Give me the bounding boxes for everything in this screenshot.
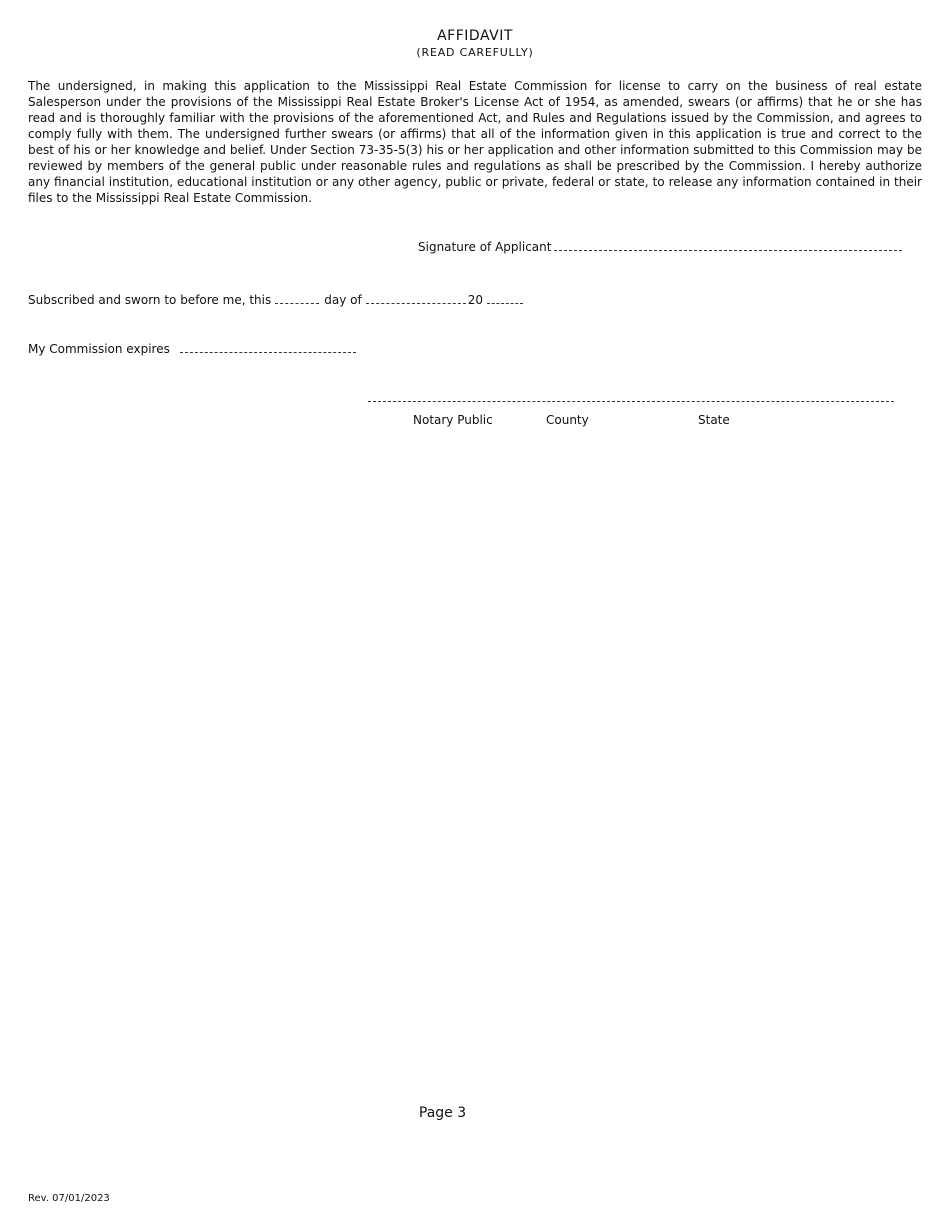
signature-blank[interactable] (554, 239, 902, 251)
signature-label: Signature of Applicant (418, 240, 552, 254)
page-number: Page 3 (418, 1105, 467, 1121)
sworn-month-blank[interactable] (366, 292, 466, 304)
sworn-year-blank[interactable] (487, 292, 523, 304)
sworn-year-prefix: 20 (467, 293, 483, 307)
notary-public-label: Notary Public (413, 413, 493, 427)
affidavit-subtitle: (READ CAREFULLY) (416, 46, 534, 59)
sworn-prefix: Subscribed and sworn to before me, this (28, 293, 272, 307)
state-label: State (698, 413, 730, 427)
sworn-row (28, 292, 523, 308)
revision-date: Rev. 07/01/2023 (28, 1193, 110, 1204)
affidavit-title: AFFIDAVIT (437, 28, 513, 44)
notary-signature-line[interactable] (368, 400, 894, 402)
commission-row (28, 341, 356, 357)
county-label: County (546, 413, 589, 427)
signature-row (418, 239, 902, 255)
sworn-day-label: day of (324, 293, 362, 307)
commission-expires-blank[interactable] (180, 341, 356, 353)
affidavit-body: The undersigned, in making this application to the Mississippi Real Estate Commission for license to carry on the business of real estate Salesperson under the provisions of the Mississippi Real Estate Broker's License Act of 1954, as amended, swears (or affirms) that he or she has read and is thoroughly familiar with the provisions of the aforementioned Act, and Rules and Regulations issued by the Commission, and agrees to comply fully with them. The undersigned further swears (or affirms) that all of the information given in this application is true and correct to the best of his or her knowledge and belief. Under Section 73-35-5(3) his or her application and other information submitted to this Commission may be reviewed by members of the general public under reasonable rules and regulations as shall be prescribed by the Commission. I hereby authorize any financial institution, educational institution or any other agency, public or private, federal or state, to release any information contained in their files to the Mississippi Real Estate Commission. (28, 79, 922, 205)
commission-label: My Commission expires (28, 342, 170, 356)
sworn-day-blank[interactable] (275, 292, 319, 304)
